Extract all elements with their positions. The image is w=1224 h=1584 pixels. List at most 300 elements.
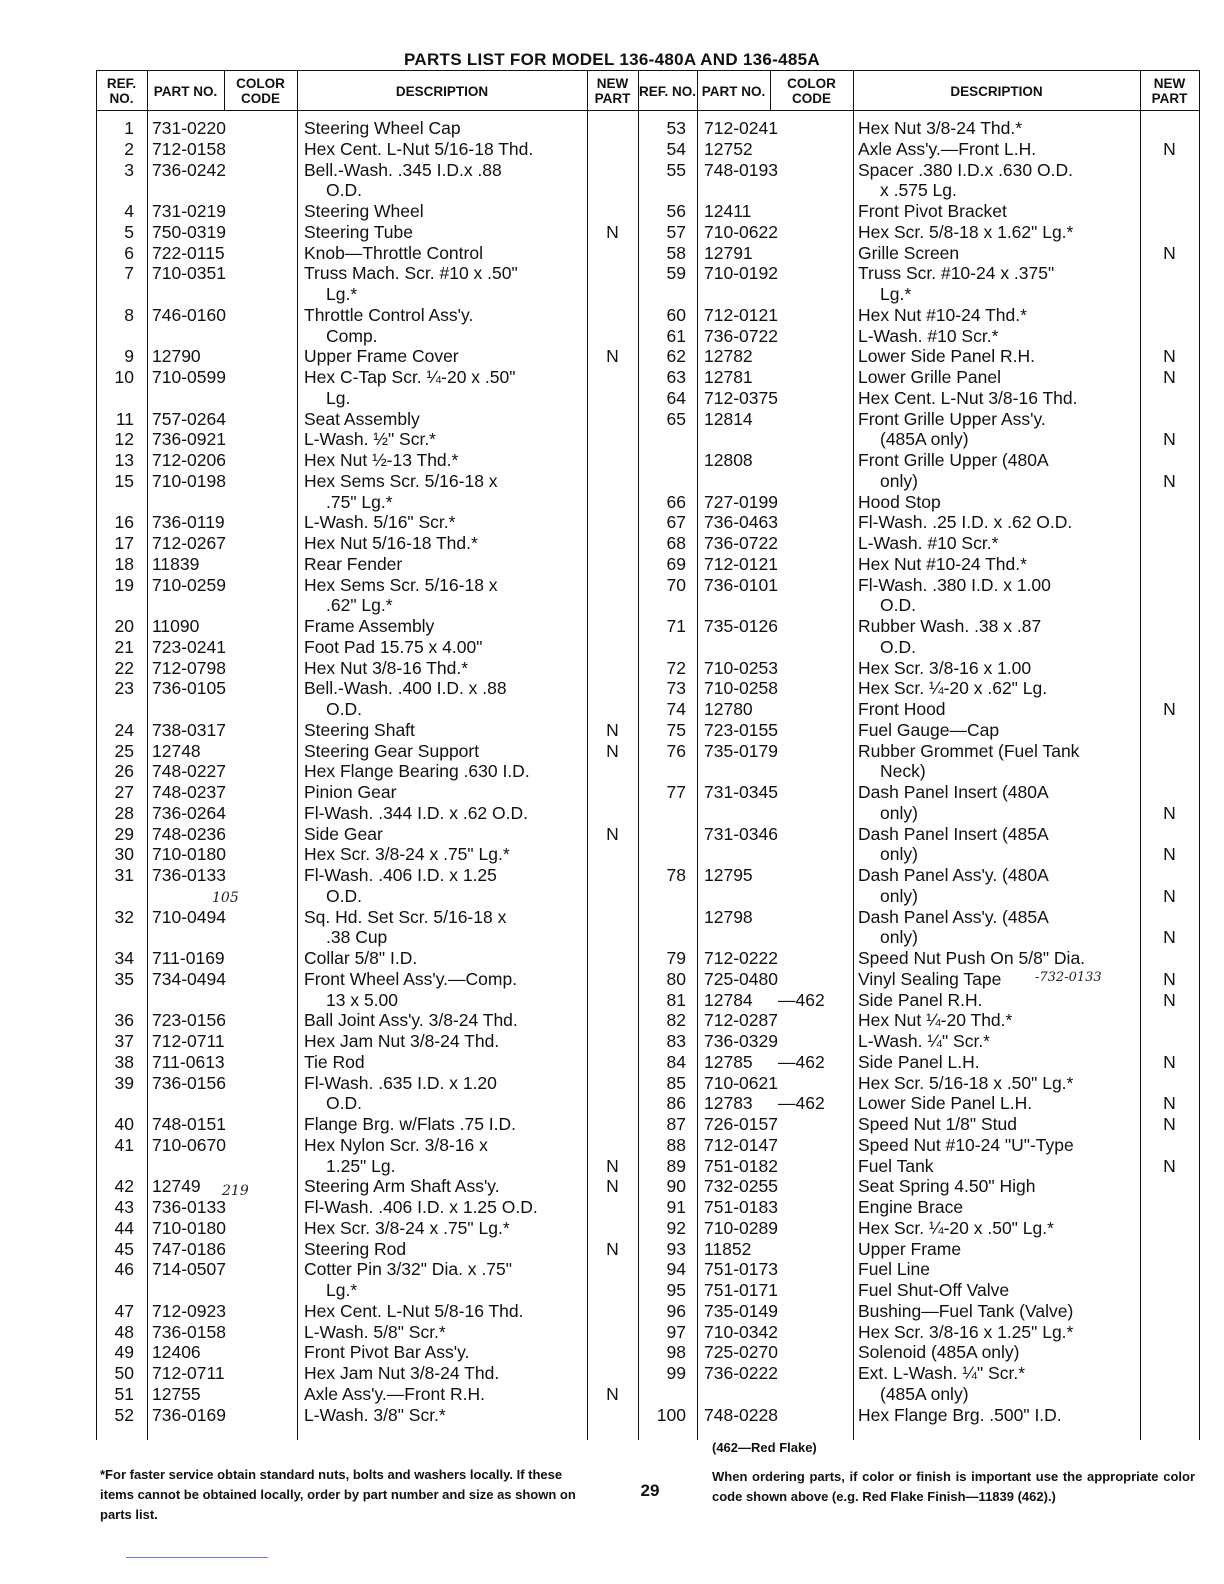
- part-description: Hex Scr. 3/8-16 x 1.25" Lg.*: [858, 1321, 1074, 1342]
- table-row: [96, 388, 638, 409]
- ref-number: 88: [666, 1134, 686, 1155]
- part-description: Front Wheel Ass'y.—Comp.: [304, 968, 518, 989]
- part-number: 751-0173: [704, 1259, 778, 1280]
- ref-number: 53: [666, 118, 686, 138]
- ref-number: 3: [124, 159, 134, 180]
- table-row: [96, 409, 638, 430]
- ref-number: 48: [114, 1321, 134, 1342]
- part-number: 710-0180: [152, 844, 226, 865]
- part-number: 710-0289: [704, 1217, 778, 1238]
- part-number: 710-0342: [704, 1321, 778, 1342]
- ref-number: 80: [666, 968, 686, 989]
- part-description: Dash Panel Insert (480A: [858, 782, 1049, 802]
- table-row: [96, 263, 638, 284]
- part-number: 710-0192: [704, 263, 778, 284]
- table-row: [638, 575, 1199, 596]
- ref-number: 2: [124, 138, 134, 159]
- part-description: Rubber Wash. .38 x .87: [858, 616, 1042, 636]
- part-description: Speed Nut 1/8" Stud: [858, 1114, 1017, 1134]
- part-description: only): [880, 470, 918, 491]
- part-description: O.D.: [326, 1093, 362, 1114]
- part-description: only): [880, 885, 918, 906]
- table-row: [96, 180, 638, 201]
- part-number: 711-0169: [152, 948, 225, 968]
- part-description: O.D.: [326, 699, 362, 719]
- part-description: Fl-Wash. .406 I.D. x 1.25 O.D.: [304, 1197, 538, 1217]
- ref-number: 73: [666, 678, 686, 699]
- header-desc-label: DESCRIPTION: [395, 83, 489, 99]
- table-row: [638, 429, 1199, 450]
- ref-number: 11: [115, 408, 134, 429]
- part-description: Speed Nut Push On 5/8" Dia.: [858, 948, 1086, 968]
- part-number: 748-0151: [152, 1114, 226, 1134]
- handwritten-note-42: 219: [222, 1183, 249, 1199]
- part-number: 736-0105: [152, 678, 226, 699]
- table-row: [96, 326, 638, 347]
- part-number: 712-0147: [704, 1134, 778, 1155]
- ref-number: 67: [666, 512, 686, 533]
- part-number: 735-0149: [704, 1300, 778, 1321]
- color-code: —462: [778, 1093, 825, 1114]
- part-number: 736-0158: [152, 1321, 226, 1342]
- right-parts-column: [638, 118, 1199, 1425]
- part-description: Side Gear: [304, 823, 383, 844]
- table-row: [638, 761, 1199, 782]
- part-number: 757-0264: [152, 408, 226, 429]
- part-number: 710-0599: [152, 367, 226, 387]
- part-description: Hex Jam Nut 3/8-24 Thd.: [304, 1363, 500, 1383]
- part-number: 712-0287: [704, 1010, 778, 1031]
- part-description: Hex Scr. ¼-20 x .62" Lg.: [858, 678, 1048, 699]
- part-description: Hex Sems Scr. 5/16-18 x: [304, 574, 498, 595]
- new-part-flag: N: [1163, 968, 1176, 989]
- part-number: 725-0480: [704, 968, 778, 989]
- header-new-label: NEW PART: [594, 76, 631, 106]
- part-number: 12784: [704, 989, 753, 1010]
- table-row: [96, 658, 638, 679]
- ref-number: 58: [666, 242, 686, 263]
- table-row: [96, 305, 638, 326]
- ref-number: 42: [114, 1176, 134, 1197]
- part-number: 712-0222: [704, 948, 778, 968]
- table-row: [96, 1073, 638, 1094]
- part-description: L-Wash. 5/8" Scr.*: [304, 1321, 446, 1342]
- part-number: 736-0119: [152, 512, 225, 533]
- part-description: Upper Frame Cover: [304, 346, 459, 367]
- part-description: L-Wash. #10 Scr.*: [858, 325, 999, 346]
- part-number: 712-0241: [704, 118, 778, 138]
- table-row: [96, 1384, 638, 1405]
- table-row: [96, 844, 638, 865]
- table-row: [96, 471, 638, 492]
- part-number: 736-0264: [152, 802, 226, 823]
- table-row: [638, 160, 1199, 181]
- ref-number: 47: [114, 1300, 134, 1321]
- table-row: [638, 1093, 1199, 1114]
- part-number: 710-0198: [152, 470, 226, 491]
- table-row: [96, 886, 638, 907]
- part-number: 722-0115: [152, 242, 225, 263]
- table-row: [638, 907, 1199, 928]
- ref-number: 22: [114, 657, 134, 678]
- new-part-flag: N: [606, 1155, 619, 1176]
- footnote-color-ordering: When ordering parts, if color or finish is important use the appropriate color code shown above (e.g. Red Flake Finish—11839 (462).): [712, 1469, 1195, 1504]
- part-number: 736-0133: [152, 1197, 226, 1217]
- part-description: Steering Shaft: [304, 719, 415, 740]
- part-number: 731-0220: [152, 118, 226, 138]
- ref-number: 16: [114, 512, 134, 533]
- part-description: Hex Flange Brg. .500" I.D.: [858, 1404, 1062, 1425]
- part-description: Hex Nut ¼-20 Thd.*: [858, 1010, 1013, 1031]
- table-row: [638, 616, 1199, 637]
- part-description: Hex Flange Bearing .630 I.D.: [304, 761, 530, 782]
- part-description: O.D.: [326, 885, 362, 906]
- table-row: [638, 824, 1199, 845]
- part-description: Hex Nut #10-24 Thd.*: [858, 304, 1027, 325]
- table-row: [638, 1114, 1199, 1135]
- part-description: Collar 5/8" I.D.: [304, 948, 418, 968]
- table-row: [638, 720, 1199, 741]
- table-row: [638, 1156, 1199, 1177]
- ref-number: 44: [114, 1217, 134, 1238]
- table-row: [638, 533, 1199, 554]
- part-description: only): [880, 844, 918, 865]
- ref-number: 30: [114, 844, 134, 865]
- part-description: Ball Joint Ass'y. 3/8-24 Thd.: [304, 1010, 518, 1031]
- decorative-rule: [126, 1557, 268, 1558]
- part-number: 712-0798: [152, 657, 226, 678]
- table-row: [638, 388, 1199, 409]
- part-description: Fuel Tank: [858, 1155, 934, 1176]
- table-row: [638, 471, 1199, 492]
- table-row: [96, 803, 638, 824]
- part-description: Bell.-Wash. .345 I.D.x .88: [304, 159, 502, 180]
- ref-number: 25: [114, 740, 134, 761]
- ref-number: 65: [666, 408, 686, 429]
- part-description: Hex Sems Scr. 5/16-18 x: [304, 470, 498, 491]
- ref-number: 68: [666, 533, 686, 553]
- part-description: Dash Panel Insert (485A: [858, 823, 1049, 844]
- new-part-flag: N: [1163, 885, 1176, 906]
- part-description: Fl-Wash. .344 I.D. x .62 O.D.: [304, 802, 528, 823]
- table-row: [96, 782, 638, 803]
- ref-number: 83: [666, 1031, 686, 1051]
- header-color-code-right: [770, 72, 853, 110]
- new-part-flag: N: [1163, 429, 1176, 450]
- part-number: 710-0258: [704, 678, 778, 699]
- part-description: Fl-Wash. .25 I.D. x .62 O.D.: [858, 512, 1073, 533]
- part-description: Pinion Gear: [304, 782, 397, 802]
- table-row: [96, 927, 638, 948]
- table-row: [96, 1197, 638, 1218]
- part-description: Fl-Wash. .380 I.D. x 1.00: [858, 574, 1051, 595]
- part-number: 711-0613: [152, 1051, 225, 1072]
- part-number: 736-0722: [704, 533, 778, 553]
- part-description: .62" Lg.*: [326, 595, 393, 616]
- part-description: 13 x 5.00: [326, 989, 398, 1010]
- part-description: L-Wash. ½" Scr.*: [304, 429, 436, 450]
- color-code: —462: [778, 1051, 825, 1072]
- part-description: only): [880, 802, 918, 823]
- table-row: [638, 263, 1199, 284]
- table-row: [96, 284, 638, 305]
- ref-number: 26: [114, 761, 134, 782]
- part-number: 736-0329: [704, 1031, 778, 1051]
- part-description: Front Grille Upper Ass'y.: [858, 408, 1046, 429]
- part-number: 714-0507: [152, 1259, 226, 1280]
- ref-number: 39: [114, 1072, 134, 1093]
- part-description: Hex Nut ½-13 Thd.*: [304, 450, 459, 470]
- part-number: 12808: [704, 450, 753, 470]
- table-row: [638, 1384, 1199, 1405]
- table-row: [638, 927, 1199, 948]
- part-number: 751-0171: [704, 1280, 778, 1300]
- part-number: 712-0375: [704, 387, 778, 408]
- part-description: Steering Arm Shaft Ass'y.: [304, 1176, 500, 1197]
- part-number: 12783: [704, 1093, 753, 1114]
- part-number: 751-0183: [704, 1197, 778, 1217]
- table-row: [96, 1363, 638, 1384]
- part-description: Hex Nut 3/8-24 Thd.*: [858, 118, 1023, 138]
- table-row: [96, 1135, 638, 1156]
- ref-number: 87: [666, 1114, 686, 1134]
- part-description: L-Wash. ¼" Scr.*: [858, 1031, 990, 1051]
- table-row: [638, 1259, 1199, 1280]
- part-number: 710-0351: [152, 263, 226, 284]
- part-number: 751-0182: [704, 1155, 778, 1176]
- part-number: 710-0621: [704, 1072, 778, 1093]
- table-row: [96, 678, 638, 699]
- table-row: [96, 118, 638, 139]
- table-row: [96, 1114, 638, 1135]
- ref-number: 45: [114, 1238, 134, 1259]
- part-number: 748-0228: [704, 1404, 778, 1425]
- part-description: Flange Brg. w/Flats .75 I.D.: [304, 1114, 517, 1134]
- table-row: [638, 948, 1199, 969]
- table-row: [96, 1052, 638, 1073]
- ref-number: 91: [666, 1197, 686, 1217]
- new-part-flag: N: [1163, 699, 1176, 719]
- table-row: [638, 844, 1199, 865]
- table-row: [96, 222, 638, 243]
- ref-number: 100: [656, 1404, 686, 1425]
- new-part-flag: N: [1163, 927, 1176, 948]
- part-description: O.D.: [880, 636, 916, 657]
- table-row: [638, 699, 1199, 720]
- part-description: .38 Cup: [326, 927, 388, 948]
- handwritten-note-31: 105: [212, 890, 239, 906]
- part-number: 726-0157: [704, 1114, 778, 1134]
- part-number: 712-0121: [704, 553, 778, 574]
- part-number: 736-0133: [152, 865, 226, 885]
- part-description: Steering Gear Support: [304, 740, 480, 761]
- ref-number: 37: [114, 1031, 134, 1051]
- part-number: 731-0219: [152, 201, 226, 221]
- header-color-label: COLOR CODE: [787, 76, 836, 106]
- ref-number: 4: [124, 201, 134, 221]
- table-row: [638, 1218, 1199, 1239]
- part-description: Hex Scr. 3/8-24 x .75" Lg.*: [304, 1217, 510, 1238]
- new-part-flag: N: [1163, 802, 1176, 823]
- part-number: 12798: [704, 906, 753, 927]
- ref-number: 72: [666, 657, 686, 678]
- table-row: [96, 1010, 638, 1031]
- part-description: Hex C-Tap Scr. ¼-20 x .50": [304, 367, 516, 387]
- ref-number: 40: [114, 1114, 134, 1134]
- part-description: O.D.: [880, 595, 916, 616]
- ref-number: 17: [114, 533, 134, 553]
- part-description: Lower Side Panel L.H.: [858, 1093, 1033, 1114]
- ref-number: 70: [666, 574, 686, 595]
- table-row: [638, 1197, 1199, 1218]
- table-row: [96, 595, 638, 616]
- part-description: Front Pivot Bar Ass'y.: [304, 1342, 470, 1363]
- ref-number: 21: [114, 636, 134, 657]
- ref-number: 19: [114, 574, 134, 595]
- header-description: [297, 72, 587, 110]
- page-title: PARTS LIST FOR MODEL 136-480A AND 136-485A: [404, 50, 820, 69]
- part-number: 732-0255: [704, 1176, 778, 1197]
- part-description: Hex Nut #10-24 Thd.*: [858, 553, 1027, 574]
- table-row: [96, 243, 638, 264]
- ref-number: 27: [114, 782, 134, 802]
- ref-number: 62: [666, 346, 686, 367]
- part-description: Ext. L-Wash. ¼" Scr.*: [858, 1363, 1026, 1383]
- new-part-flag: N: [1163, 242, 1176, 263]
- new-part-flag: N: [606, 221, 619, 242]
- table-row: [96, 1259, 638, 1280]
- part-number: 736-0169: [152, 1404, 226, 1425]
- part-number: 725-0270: [704, 1342, 778, 1363]
- part-number: 712-0121: [704, 304, 778, 325]
- ref-number: 15: [114, 470, 134, 491]
- part-description: Lower Side Panel R.H.: [858, 346, 1036, 367]
- table-row: [96, 1156, 638, 1177]
- part-description: Tie Rod: [304, 1051, 365, 1072]
- header-divider: [96, 110, 1199, 111]
- table-row: [96, 1093, 638, 1114]
- header-ref-label: REF. NO.: [106, 76, 137, 106]
- ref-number: 77: [666, 782, 686, 802]
- ref-number: 98: [666, 1342, 686, 1363]
- ref-number: 8: [124, 304, 134, 325]
- table-row: [638, 678, 1199, 699]
- part-description: L-Wash. 3/8" Scr.*: [304, 1404, 446, 1425]
- part-number: 738-0317: [152, 719, 226, 740]
- part-description: Lg.*: [326, 284, 358, 304]
- part-description: Grille Screen: [858, 242, 960, 263]
- ref-number: 82: [666, 1010, 686, 1031]
- part-number: 727-0199: [704, 491, 778, 512]
- part-number: 710-0259: [152, 574, 226, 595]
- page-number: 29: [640, 1481, 660, 1500]
- ref-number: 60: [666, 304, 686, 325]
- ref-number: 13: [114, 450, 134, 470]
- table-row: [638, 326, 1199, 347]
- ref-number: 29: [114, 823, 134, 844]
- part-description: Bushing—Fuel Tank (Valve): [858, 1300, 1074, 1321]
- ref-number: 99: [666, 1363, 686, 1383]
- table-row: [638, 1031, 1199, 1052]
- part-description: Truss Scr. #10-24 x .375": [858, 263, 1055, 284]
- table-row: [96, 1239, 638, 1260]
- table-row: [638, 450, 1199, 471]
- part-description: Dash Panel Ass'y. (485A: [858, 906, 1049, 927]
- part-number: 710-0670: [152, 1134, 226, 1155]
- table-row: [638, 1135, 1199, 1156]
- part-number: 712-0711: [152, 1363, 225, 1383]
- part-description: Fuel Gauge—Cap: [858, 719, 1000, 740]
- part-number: 12790: [152, 346, 201, 367]
- color-code-note: (462—Red Flake): [712, 1440, 817, 1455]
- ref-number: 95: [666, 1280, 686, 1300]
- table-row: [638, 118, 1199, 139]
- part-description: Steering Rod: [304, 1238, 407, 1259]
- part-description: Front Pivot Bracket: [858, 201, 1007, 221]
- part-description: Throttle Control Ass'y.: [304, 304, 474, 325]
- table-row: [638, 1073, 1199, 1094]
- header-part-no-right: [697, 72, 770, 110]
- header-ref-label: REF. NO.: [638, 83, 696, 99]
- ref-number: 86: [666, 1093, 686, 1114]
- part-number: 723-0156: [152, 1010, 226, 1031]
- ref-number: 36: [114, 1010, 134, 1031]
- table-row: [638, 1010, 1199, 1031]
- table-row: [96, 575, 638, 596]
- ref-number: 81: [666, 989, 686, 1010]
- part-description: Seat Assembly: [304, 408, 420, 429]
- part-description: Hex Scr. 5/16-18 x .50" Lg.*: [858, 1072, 1074, 1093]
- ref-number: 23: [114, 678, 134, 699]
- table-row: [638, 969, 1199, 990]
- table-row: [96, 533, 638, 554]
- table-row: [96, 429, 638, 450]
- part-description: (485A only): [880, 429, 969, 450]
- part-number: 710-0253: [704, 657, 778, 678]
- part-description: Lg.*: [880, 284, 912, 304]
- table-row: [638, 367, 1199, 388]
- part-description: 1.25" Lg.: [326, 1155, 396, 1176]
- ref-number: 61: [666, 325, 686, 346]
- table-row: [96, 720, 638, 741]
- table-row: [96, 1301, 638, 1322]
- ref-number: 57: [666, 221, 686, 242]
- part-description: Rear Fender: [304, 553, 403, 574]
- part-number: 12406: [152, 1342, 201, 1363]
- new-part-flag: N: [1163, 989, 1176, 1010]
- ref-number: 7: [124, 263, 134, 284]
- ref-number: 51: [114, 1383, 134, 1404]
- new-part-flag: N: [606, 823, 619, 844]
- part-description: L-Wash. #10 Scr.*: [858, 533, 999, 553]
- table-row: [96, 907, 638, 928]
- table-row: [638, 637, 1199, 658]
- ref-number: 64: [666, 387, 686, 408]
- col-divider: [1199, 70, 1200, 1440]
- part-number: 736-0921: [152, 429, 226, 450]
- part-number: 710-0180: [152, 1217, 226, 1238]
- part-description: Rubber Grommet (Fuel Tank: [858, 740, 1080, 761]
- ref-number: 63: [666, 367, 686, 387]
- part-number: 748-0227: [152, 761, 226, 782]
- table-row: [96, 367, 638, 388]
- table-row: [638, 1301, 1199, 1322]
- header-description-right: [853, 72, 1140, 110]
- part-number: 12785: [704, 1051, 753, 1072]
- table-row: [638, 492, 1199, 513]
- new-part-flag: N: [606, 1383, 619, 1404]
- ref-number: 10: [114, 367, 134, 387]
